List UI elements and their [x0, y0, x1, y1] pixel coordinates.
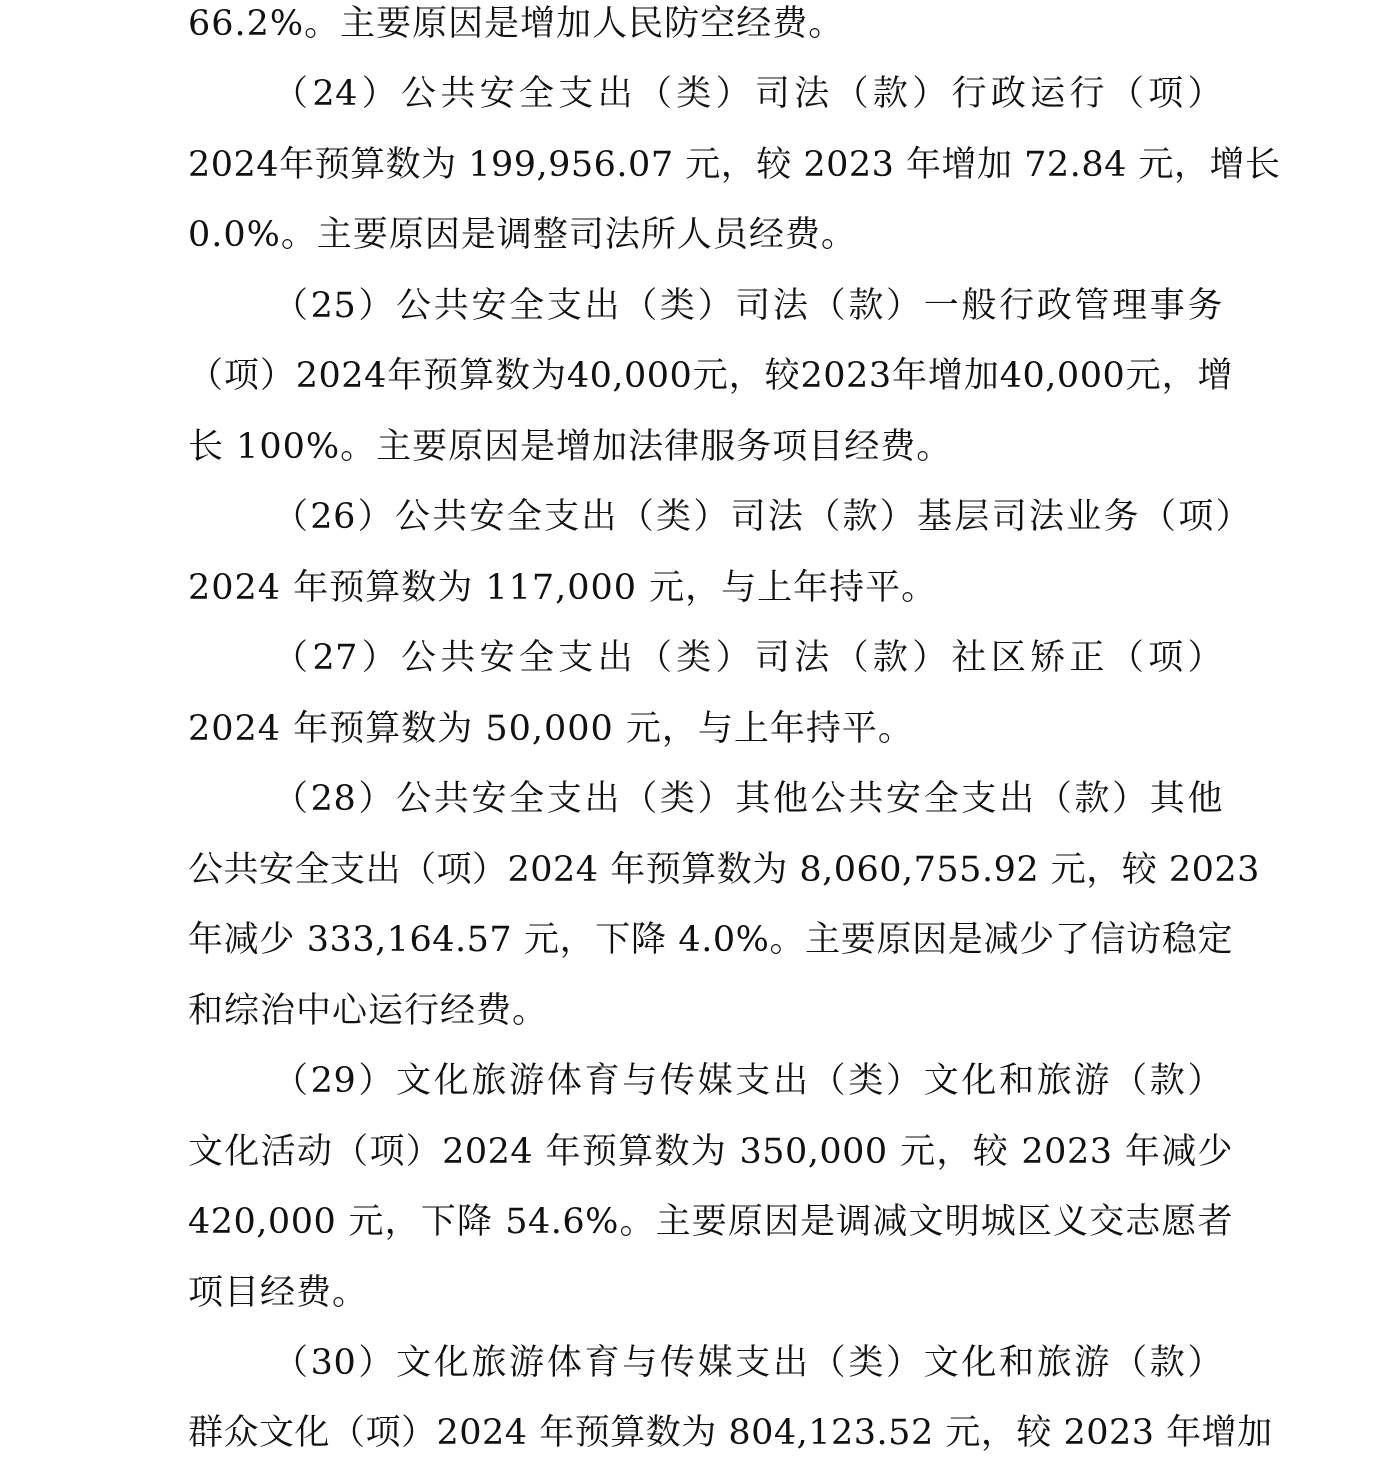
paragraph-30-heading: （30）文化旅游体育与传媒支出（类）文化和旅游（款） — [273, 1343, 1223, 1383]
text-line: 群众文化（项）2024 年预算数为 804,123.52 元，较 2023 年增加 — [188, 1413, 1273, 1453]
text-line: 2024年预算数为 199,956.07 元，较 2023 年增加 72.84 元，增长 — [188, 145, 1281, 185]
text-line: 公共安全支出（项）2024 年预算数为 8,060,755.92 元，较 2023 — [188, 850, 1260, 890]
paragraph-27-heading: （27）公共安全支出（类）司法（款）社区矫正（项） — [273, 638, 1223, 678]
text-line: 420,000 元，下降 54.6%。主要原因是调减文明城区义交志愿者 — [188, 1202, 1233, 1242]
paragraph-24-heading: （24）公共安全支出（类）司法（款）行政运行（项） — [273, 74, 1223, 114]
text-line: 2024 年预算数为 117,000 元，与上年持平。 — [188, 568, 938, 608]
paragraph-26-heading: （26）公共安全支出（类）司法（款）基层司法业务（项） — [273, 497, 1251, 537]
text-line: 项目经费。 — [188, 1273, 369, 1313]
paragraph-25-heading: （25）公共安全支出（类）司法（款）一般行政管理事务 — [273, 286, 1223, 326]
text-line: 和综治中心运行经费。 — [188, 991, 549, 1031]
text-line: （项）2024年预算数为40,000元，较2023年增加40,000元，增 — [188, 356, 1233, 396]
paragraph-29-heading: （29）文化旅游体育与传媒支出（类）文化和旅游（款） — [273, 1061, 1223, 1101]
paragraph-28-heading: （28）公共安全支出（类）其他公共安全支出（款）其他 — [273, 779, 1223, 819]
text-line: 文化活动（项）2024 年预算数为 350,000 元，较 2023 年减少 — [188, 1132, 1233, 1172]
text-line: 66.2%。主要原因是增加人民防空经费。 — [188, 4, 845, 44]
text-line: 2024 年预算数为 50,000 元，与上年持平。 — [188, 709, 914, 749]
text-line: 年减少 333,164.57 元，下降 4.0%。主要原因是减少了信访稳定 — [188, 920, 1233, 960]
text-line: 长 100%。主要原因是增加法律服务项目经费。 — [188, 427, 953, 467]
text-line: 0.0%。主要原因是调整司法所人员经费。 — [188, 215, 857, 255]
